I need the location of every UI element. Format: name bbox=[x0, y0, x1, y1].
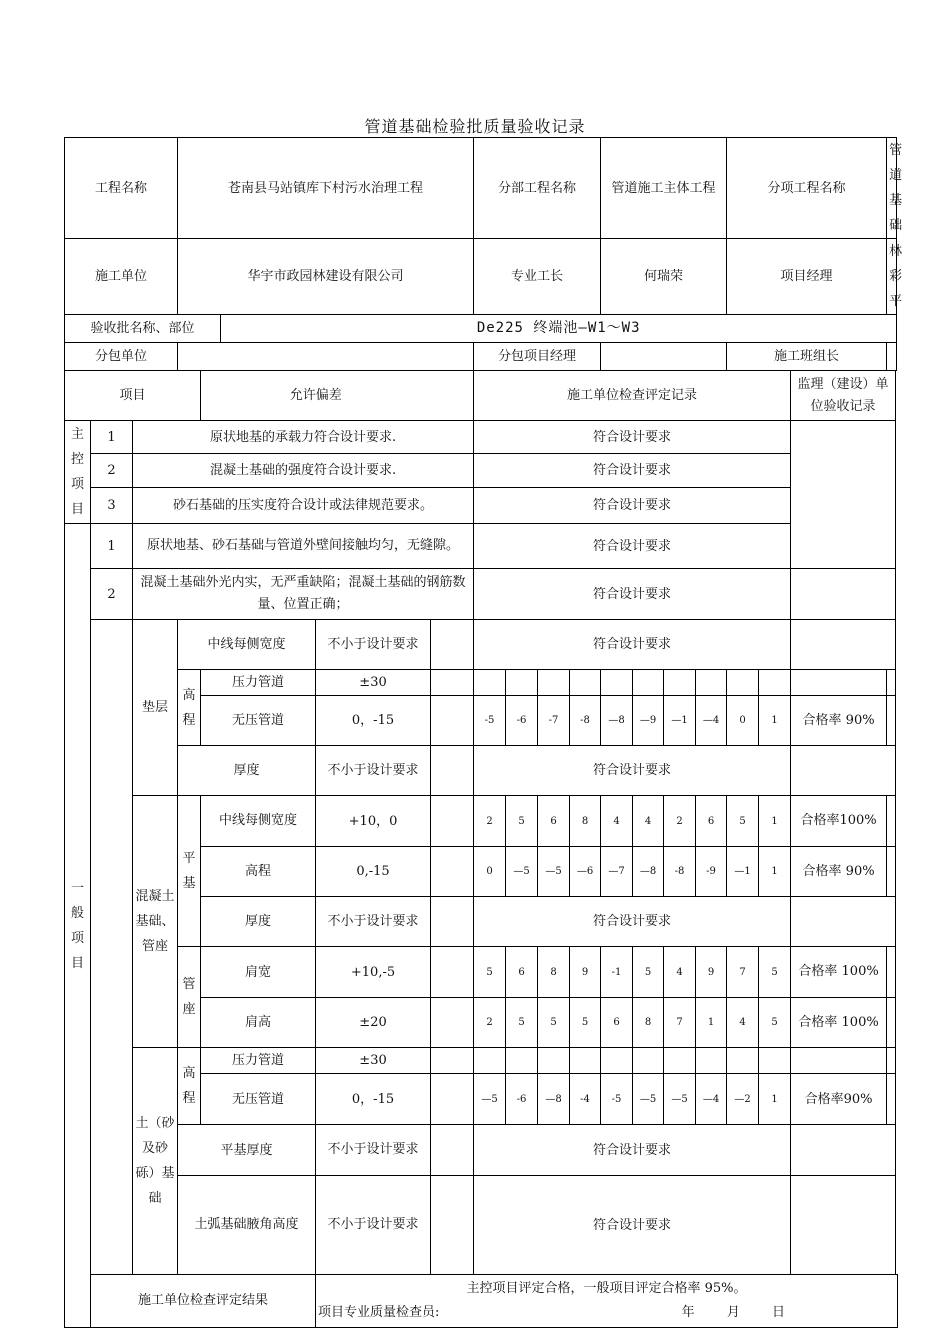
project-name-label: 工程名称 bbox=[65, 138, 178, 239]
reading-cell bbox=[601, 1048, 633, 1074]
footer-result: 主控项目评定合格，一般项目评定合格率 95%。 bbox=[466, 1281, 747, 1296]
blank-cell bbox=[431, 897, 474, 947]
supervisor-cell bbox=[791, 746, 896, 796]
blank-cell bbox=[431, 998, 474, 1048]
reading-cell: 5 bbox=[727, 796, 759, 847]
blank-cell bbox=[431, 796, 474, 847]
reading-cell bbox=[570, 670, 601, 696]
reading-cell bbox=[474, 670, 506, 696]
reading-cell bbox=[727, 670, 759, 696]
general-item-record: 符合设计要求 bbox=[474, 524, 791, 569]
main-item-record: 符合设计要求 bbox=[474, 488, 791, 524]
reading-cell: 6 bbox=[601, 998, 633, 1048]
team-leader-label: 施工班组长 bbox=[727, 343, 887, 371]
blank-cell bbox=[431, 1176, 474, 1275]
item-value: 管道基础 bbox=[887, 138, 897, 239]
cushion-nonpressure-tol: 0，-15 bbox=[316, 696, 431, 746]
general-items-label: 一般项目 bbox=[65, 524, 91, 1328]
supervisor-cell bbox=[791, 421, 896, 569]
soil-flat-label: 平基厚度 bbox=[178, 1125, 316, 1176]
reading-cell bbox=[538, 1048, 570, 1074]
cushion-thickness-tol: 不小于设计要求 bbox=[316, 746, 431, 796]
reading-cell: 4 bbox=[727, 998, 759, 1048]
soil-base-label: 土（砂及砂砾）基础 bbox=[133, 1048, 178, 1275]
reading-cell: 8 bbox=[538, 947, 570, 998]
reading-cell: 2 bbox=[474, 998, 506, 1048]
reading-cell bbox=[727, 1048, 759, 1074]
item-label: 分项工程名称 bbox=[727, 138, 887, 239]
reading-cell: 8 bbox=[570, 796, 601, 847]
footer-sign-row bbox=[318, 1301, 895, 1325]
reading-cell: —5 bbox=[474, 1074, 506, 1125]
sub-manager-value bbox=[601, 343, 727, 371]
blank-cell bbox=[887, 947, 896, 998]
reading-cell: 2 bbox=[664, 796, 696, 847]
inspection-form bbox=[64, 137, 903, 1328]
reading-cell: 5 bbox=[474, 947, 506, 998]
day-label: 日 bbox=[771, 1305, 785, 1320]
subdivision-value: 管道施工主体工程 bbox=[601, 138, 727, 239]
reading-cell: 7 bbox=[664, 998, 696, 1048]
col-item: 项目 bbox=[65, 371, 201, 421]
reading-cell: 5 bbox=[759, 998, 791, 1048]
blank-cell bbox=[431, 620, 474, 670]
reading-cell: 9 bbox=[696, 947, 727, 998]
reading-cell: —7 bbox=[601, 847, 633, 897]
reading-cell: —1 bbox=[727, 847, 759, 897]
blank-cell bbox=[887, 1074, 896, 1125]
cushion-elevation-label: 高程 bbox=[178, 670, 201, 746]
general-item-no: 1 bbox=[91, 524, 133, 569]
reading-cell: -1 bbox=[601, 947, 633, 998]
blank-cell bbox=[431, 1074, 474, 1125]
reading-cell: —8 bbox=[538, 1074, 570, 1125]
reading-cell: -5 bbox=[601, 1074, 633, 1125]
year-label: 年 bbox=[681, 1305, 695, 1320]
month-label: 月 bbox=[726, 1305, 740, 1320]
reading-cell: —6 bbox=[570, 847, 601, 897]
reading-cell: -6 bbox=[506, 1074, 538, 1125]
reading-cell bbox=[633, 1048, 664, 1074]
inspector-label: 项目专业质量检查员: bbox=[318, 1305, 440, 1320]
reading-cell: 4 bbox=[633, 796, 664, 847]
blank-cell bbox=[887, 796, 896, 847]
reading-cell: —5 bbox=[538, 847, 570, 897]
reading-cell: 5 bbox=[570, 998, 601, 1048]
contractor-label: 施工单位 bbox=[65, 239, 178, 315]
supervisor-cell bbox=[791, 1125, 896, 1176]
cushion-thickness-label: 厚度 bbox=[178, 746, 316, 796]
soil-arc-tol: 不小于设计要求 bbox=[316, 1176, 431, 1275]
reading-cell: 5 bbox=[506, 796, 538, 847]
foreman-label: 专业工长 bbox=[474, 239, 601, 315]
reading-cell: —5 bbox=[506, 847, 538, 897]
document-title: 管道基础检验批质量验收记录 bbox=[364, 117, 586, 136]
reading-cell: -6 bbox=[506, 696, 538, 746]
soil-arc-record: 符合设计要求 bbox=[474, 1176, 791, 1275]
soil-nonpressure-label: 无压管道 bbox=[201, 1074, 316, 1125]
soil-flat-record: 符合设计要求 bbox=[474, 1125, 791, 1176]
reading-cell: -8 bbox=[570, 696, 601, 746]
center-width-tol: +10，0 bbox=[316, 796, 431, 847]
main-item-no: 3 bbox=[91, 488, 133, 524]
reading-cell bbox=[570, 1048, 601, 1074]
reading-cell: —1 bbox=[664, 696, 696, 746]
reading-cell: 7 bbox=[727, 947, 759, 998]
cushion-pressure-tol: ±30 bbox=[316, 670, 431, 696]
footer-content bbox=[316, 1275, 898, 1328]
supervisor-cell bbox=[791, 897, 896, 947]
reading-cell: 4 bbox=[664, 947, 696, 998]
reading-cell: 2 bbox=[474, 796, 506, 847]
center-width-label: 中线每侧宽度 bbox=[201, 796, 316, 847]
reading-cell bbox=[664, 1048, 696, 1074]
result-cell: 合格率100% bbox=[791, 796, 887, 847]
reading-cell bbox=[538, 670, 570, 696]
blank-cell bbox=[887, 670, 896, 696]
date-fields bbox=[682, 1301, 785, 1325]
reading-cell bbox=[759, 670, 791, 696]
result-cell: 合格率 90% bbox=[791, 847, 887, 897]
reading-cell bbox=[696, 670, 727, 696]
flat-thickness-tol: 不小于设计要求 bbox=[316, 897, 431, 947]
reading-cell: 1 bbox=[696, 998, 727, 1048]
flat-thickness-record: 符合设计要求 bbox=[474, 897, 791, 947]
reading-cell: 6 bbox=[506, 947, 538, 998]
subdivision-label: 分部工程名称 bbox=[474, 138, 601, 239]
reading-cell: 5 bbox=[759, 947, 791, 998]
blank-cell bbox=[431, 696, 474, 746]
manager-label: 项目经理 bbox=[727, 239, 887, 315]
soil-pressure-tol: ±30 bbox=[316, 1048, 431, 1074]
blank-cell bbox=[431, 847, 474, 897]
reading-cell: —5 bbox=[664, 1074, 696, 1125]
result-cell bbox=[791, 670, 887, 696]
footer-label: 施工单位检查评定结果 bbox=[91, 1275, 316, 1328]
reading-cell: —9 bbox=[633, 696, 664, 746]
flat-elevation-tol: 0,-15 bbox=[316, 847, 431, 897]
reading-cell: 8 bbox=[633, 998, 664, 1048]
reading-cell: 1 bbox=[759, 847, 791, 897]
supervisor-cell bbox=[791, 1176, 896, 1275]
general-item-text: 混凝土基础外光内实，无严重缺陷；混凝土基础的钢筋数量、位置正确； bbox=[133, 569, 474, 620]
reading-cell: -9 bbox=[696, 847, 727, 897]
soil-arc-label: 土弧基础腋角高度 bbox=[178, 1176, 316, 1275]
cushion-centerline-record: 符合设计要求 bbox=[474, 620, 791, 670]
blank-cell bbox=[431, 947, 474, 998]
reading-cell: 5 bbox=[538, 998, 570, 1048]
flat-elevation-label: 高程 bbox=[201, 847, 316, 897]
reading-cell: —8 bbox=[633, 847, 664, 897]
lot-label: 验收批名称、部位 bbox=[65, 315, 221, 343]
reading-cell: 5 bbox=[506, 998, 538, 1048]
general-item-no: 2 bbox=[91, 569, 133, 620]
reading-cell bbox=[474, 1048, 506, 1074]
reading-cell: 4 bbox=[601, 796, 633, 847]
general-sub-spacer bbox=[91, 620, 133, 1275]
main-item-text: 混凝土基础的强度符合设计要求. bbox=[133, 454, 474, 488]
project-name-value: 苍南县马站镇库下村污水治理工程 bbox=[178, 138, 474, 239]
sub-manager-label: 分包项目经理 bbox=[474, 343, 601, 371]
manager-value: 林彩平 bbox=[887, 239, 897, 315]
concrete-label: 混凝土基础、管座 bbox=[133, 796, 178, 1048]
reading-cell: 0 bbox=[474, 847, 506, 897]
reading-cell bbox=[759, 1048, 791, 1074]
reading-cell bbox=[506, 670, 538, 696]
blank-cell bbox=[431, 1125, 474, 1176]
reading-cell: -4 bbox=[570, 1074, 601, 1125]
blank-cell bbox=[887, 998, 896, 1048]
result-cell: 合格率 100% bbox=[791, 947, 887, 998]
reading-cell: —4 bbox=[696, 696, 727, 746]
result-cell bbox=[791, 1048, 887, 1074]
contractor-value: 华宇市政园林建设有限公司 bbox=[178, 239, 474, 315]
reading-cell: —2 bbox=[727, 1074, 759, 1125]
foreman-value: 何瑞荣 bbox=[601, 239, 727, 315]
main-item-record: 符合设计要求 bbox=[474, 421, 791, 454]
col-tolerance: 允许偏差 bbox=[201, 371, 431, 421]
reading-cell: —4 bbox=[696, 1074, 727, 1125]
reading-cell: 6 bbox=[696, 796, 727, 847]
col-supervisor: 监理（建设）单位验收记录 bbox=[791, 371, 896, 421]
blank-cell bbox=[887, 847, 896, 897]
result-cell: 合格率 100% bbox=[791, 998, 887, 1048]
reading-cell: 1 bbox=[759, 1074, 791, 1125]
blank-cell bbox=[887, 696, 896, 746]
reading-cell: 1 bbox=[759, 796, 791, 847]
cushion-centerline-label: 中线每侧宽度 bbox=[178, 620, 316, 670]
team-leader-value bbox=[887, 343, 897, 371]
sub-unit-label: 分包单位 bbox=[65, 343, 178, 371]
reading-cell bbox=[633, 670, 664, 696]
general-item-record: 符合设计要求 bbox=[474, 569, 791, 620]
reading-cell: 9 bbox=[570, 947, 601, 998]
supervisor-cell bbox=[791, 569, 896, 620]
flat-thickness-label: 厚度 bbox=[201, 897, 316, 947]
cushion-thickness-record: 符合设计要求 bbox=[474, 746, 791, 796]
reading-cell: -5 bbox=[474, 696, 506, 746]
main-item-no: 2 bbox=[91, 454, 133, 488]
supervisor-cell bbox=[791, 620, 896, 670]
reading-cell: —8 bbox=[601, 696, 633, 746]
reading-cell: 5 bbox=[633, 947, 664, 998]
reading-cell: -8 bbox=[664, 847, 696, 897]
reading-cell: 0 bbox=[727, 696, 759, 746]
reading-cell: -7 bbox=[538, 696, 570, 746]
blank-cell bbox=[431, 746, 474, 796]
flat-base-label: 平基 bbox=[178, 796, 201, 947]
shoulder-width-label: 肩宽 bbox=[201, 947, 316, 998]
reading-cell bbox=[601, 670, 633, 696]
col-spacer bbox=[431, 371, 474, 421]
main-item-text: 原状地基的承载力符合设计要求. bbox=[133, 421, 474, 454]
cushion-centerline-tol: 不小于设计要求 bbox=[316, 620, 431, 670]
result-cell: 合格率 90% bbox=[791, 696, 887, 746]
main-item-no: 1 bbox=[91, 421, 133, 454]
main-items-label: 主控项目 bbox=[65, 421, 91, 524]
pipe-seat-label: 管座 bbox=[178, 947, 201, 1048]
shoulder-height-tol: ±20 bbox=[316, 998, 431, 1048]
soil-nonpressure-tol: 0，-15 bbox=[316, 1074, 431, 1125]
blank-cell bbox=[431, 1048, 474, 1074]
cushion-label: 垫层 bbox=[133, 620, 178, 796]
reading-cell bbox=[696, 1048, 727, 1074]
main-item-record: 符合设计要求 bbox=[474, 454, 791, 488]
soil-pressure-label: 压力管道 bbox=[201, 1048, 316, 1074]
blank-cell bbox=[431, 670, 474, 696]
main-item-text: 砂石基础的压实度符合设计或法律规范要求。 bbox=[133, 488, 474, 524]
reading-cell: —5 bbox=[633, 1074, 664, 1125]
soil-flat-tol: 不小于设计要求 bbox=[316, 1125, 431, 1176]
shoulder-width-tol: +10,-5 bbox=[316, 947, 431, 998]
cushion-nonpressure-label: 无压管道 bbox=[201, 696, 316, 746]
cushion-pressure-label: 压力管道 bbox=[201, 670, 316, 696]
reading-cell: 6 bbox=[538, 796, 570, 847]
blank-cell bbox=[887, 1048, 896, 1074]
shoulder-height-label: 肩高 bbox=[201, 998, 316, 1048]
sub-unit-value bbox=[178, 343, 474, 371]
reading-cell bbox=[506, 1048, 538, 1074]
col-record: 施工单位检查评定记录 bbox=[474, 371, 791, 421]
lot-value: De225 终端池—W1～W3 bbox=[221, 315, 897, 343]
result-cell: 合格率90% bbox=[791, 1074, 887, 1125]
reading-cell: 1 bbox=[759, 696, 791, 746]
general-item-text: 原状地基、砂石基础与管道外壁间接触均匀，无缝隙。 bbox=[133, 524, 474, 569]
soil-elevation-label: 高程 bbox=[178, 1048, 201, 1125]
reading-cell bbox=[664, 670, 696, 696]
